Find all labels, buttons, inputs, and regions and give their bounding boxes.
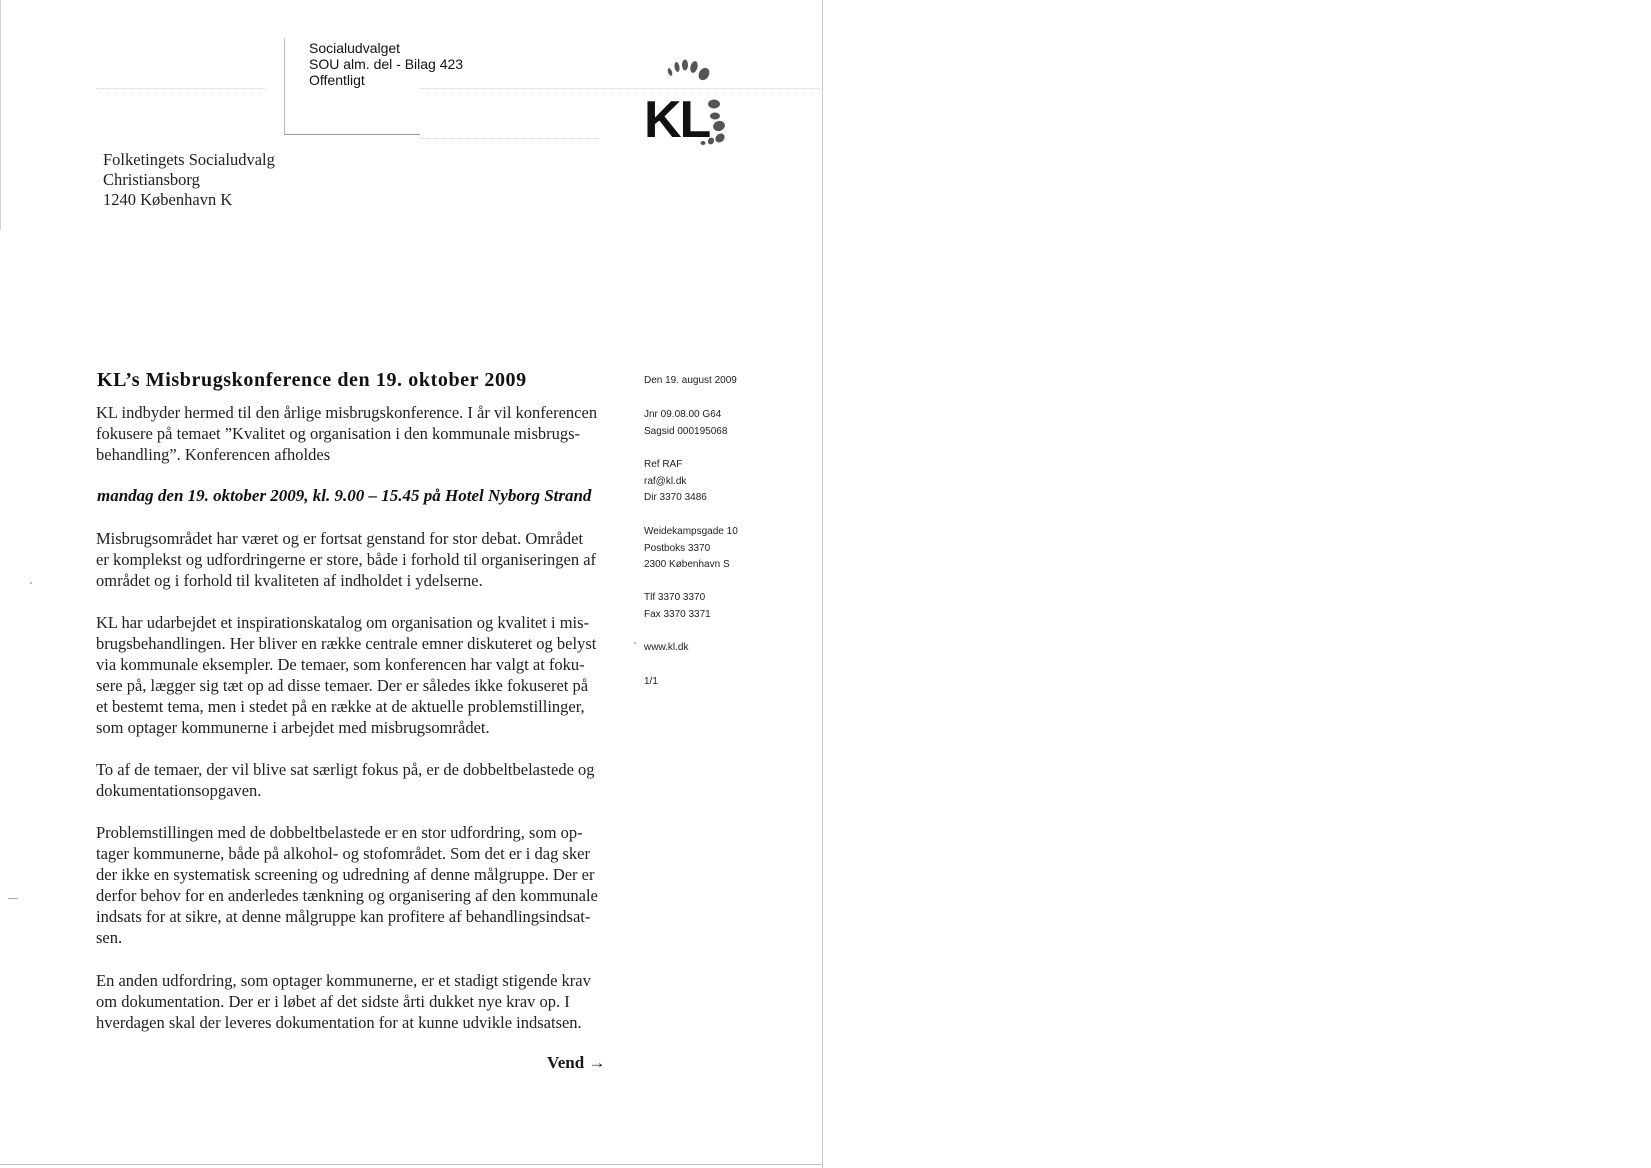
phone-number: Tlf 3370 3370 [644, 592, 706, 603]
recipient-line: Christiansborg [103, 170, 200, 189]
paragraph-catalog [96, 612, 616, 738]
sidebar-web [644, 640, 688, 657]
sidebar-case-refs [644, 407, 727, 440]
paragraph-line: om dokumentation. Der er i løbet af det sidste årti dukket nye krav op. I [96, 992, 570, 1011]
page-right-edge [822, 0, 823, 1168]
event-datetime-location: mandag den 19. oktober 2009, kl. 9.00 – 15.45 på Hotel Nyborg Strand [97, 486, 592, 505]
paragraph-line: som optager kommunerne i arbejdet med misbrugsområdet. [96, 718, 490, 737]
reference-initials: Ref RAF [644, 459, 683, 470]
archive-stamp [309, 40, 463, 88]
turn-over-label: Vend → [547, 1053, 606, 1072]
paragraph-line: Misbrugsområdet har været og er fortsat genstand for stor debat. Området [96, 529, 584, 548]
kl-logo [640, 58, 750, 148]
sidebar-page [644, 674, 658, 691]
stamp-reference: SOU alm. del - Bilag 423 [309, 56, 464, 72]
paragraph-line: En anden udfordring, som optager kommunerne, er et stadigt stigende krav [96, 971, 591, 990]
postal-city: 2300 København S [644, 559, 730, 570]
paragraph-line: derfor behov for en anderledes tænkning og organisering af den kommunale [96, 886, 598, 905]
page-left-edge [0, 0, 1, 230]
paragraph-line: brugsbehandlingen. Her bliver en række centrale emner diskuteret og belyst [96, 634, 597, 653]
stamp-status: Offentligt [309, 72, 365, 88]
paragraph-line: hverdagen skal der leveres dokumentation for at kunne udvikle indsatsen. [96, 1013, 582, 1032]
paragraph-line: KL har udarbejdet et inspirationskatalog om organisation og kvalitet i mis- [96, 613, 590, 632]
fold-line [420, 88, 820, 89]
fold-line [420, 138, 600, 139]
scan-speck [30, 582, 32, 584]
sidebar-address [644, 524, 738, 574]
journal-number: Jnr 09.08.00 G64 [644, 409, 722, 420]
paragraph-debate [96, 528, 616, 591]
postbox: Postboks 3370 [644, 542, 711, 554]
contact-email: raf@kl.dk [644, 475, 687, 487]
paragraph-line: tager kommunerne, både på alkohol- og stofområdet. Som det er i dag sker [96, 844, 590, 863]
paragraph-line: To af de temaer, der vil blive sat særligt fokus på, er de dobbeltbelastede og [96, 760, 595, 779]
paragraph-line: indsats for at sikre, at denne målgruppe kan profitere af behandlingsindsat- [96, 907, 591, 926]
paragraph-line: sen. [96, 928, 123, 947]
paragraph-line: fokusere på temaet ”Kvalitet og organisation i den kommunale misbrugs- [96, 424, 581, 443]
page-number: 1/1 [644, 676, 658, 687]
paragraph-line: KL indbyder hermed til den årlige misbrugskonference. I år vil konferencen [96, 403, 598, 422]
fax-number: Fax 3370 3371 [644, 608, 711, 620]
scan-speck [634, 642, 636, 644]
recipient-line: Folketingets Socialudvalg [103, 150, 275, 169]
fold-line [96, 88, 266, 89]
stamp-bracket [284, 38, 286, 134]
paragraph-line: via kommunale eksempler. De temaer, som konferencen har valgt at foku- [96, 655, 585, 674]
website: www.kl.dk [644, 642, 689, 653]
paragraph-line: området og i forhold til kvaliteten af indholdet i ydelserne. [96, 571, 483, 590]
direct-phone: Dir 3370 3486 [644, 492, 707, 503]
paragraph-line: et bestemt tema, men i stedet på en række at de aktuelle problemstillinger, [96, 697, 585, 716]
paragraph-themes [96, 759, 616, 801]
page-bottom-edge [0, 1164, 822, 1165]
letter-date: Den 19. august 2009 [644, 375, 737, 386]
stamp-committee: Socialudvalget [309, 40, 401, 56]
sidebar-date [644, 373, 737, 390]
paragraph-line: sere på, lægger sig tæt op ad disse temaer. Der er således ikke fokuseret på [96, 676, 589, 695]
paragraph-line: behandling”. Konferencen afholdes [96, 445, 331, 464]
letter-title: KL’s Misbrugskonference den 19. oktober 2009 [97, 369, 527, 391]
sidebar-phone-fax [644, 590, 711, 623]
stamp-underline [284, 134, 420, 135]
paragraph-documentation [96, 970, 616, 1033]
sidebar-contact [644, 457, 707, 507]
case-id: Sagsid 000195068 [644, 425, 728, 437]
paragraph-line: dokumentationsopgaven. [96, 781, 262, 800]
street-address: Weidekampsgade 10 [644, 526, 738, 537]
recipient-line: 1240 København K [103, 190, 233, 209]
paragraph-line: er komplekst og udfordringerne er store, både i forhold til organiseringen af [96, 550, 597, 569]
paragraph-line: Problemstillingen med de dobbeltbelastede er en stor udfordring, som op- [96, 823, 583, 842]
recipient-address [103, 150, 275, 210]
paragraph-line: der ikke en systematisk screening og udredning af denne målgruppe. Der er [96, 865, 595, 884]
scan-speck [8, 898, 18, 899]
paragraph-invitation [96, 402, 616, 465]
kl-logo-text: KL [644, 91, 710, 149]
paragraph-dual-burden [96, 822, 616, 948]
